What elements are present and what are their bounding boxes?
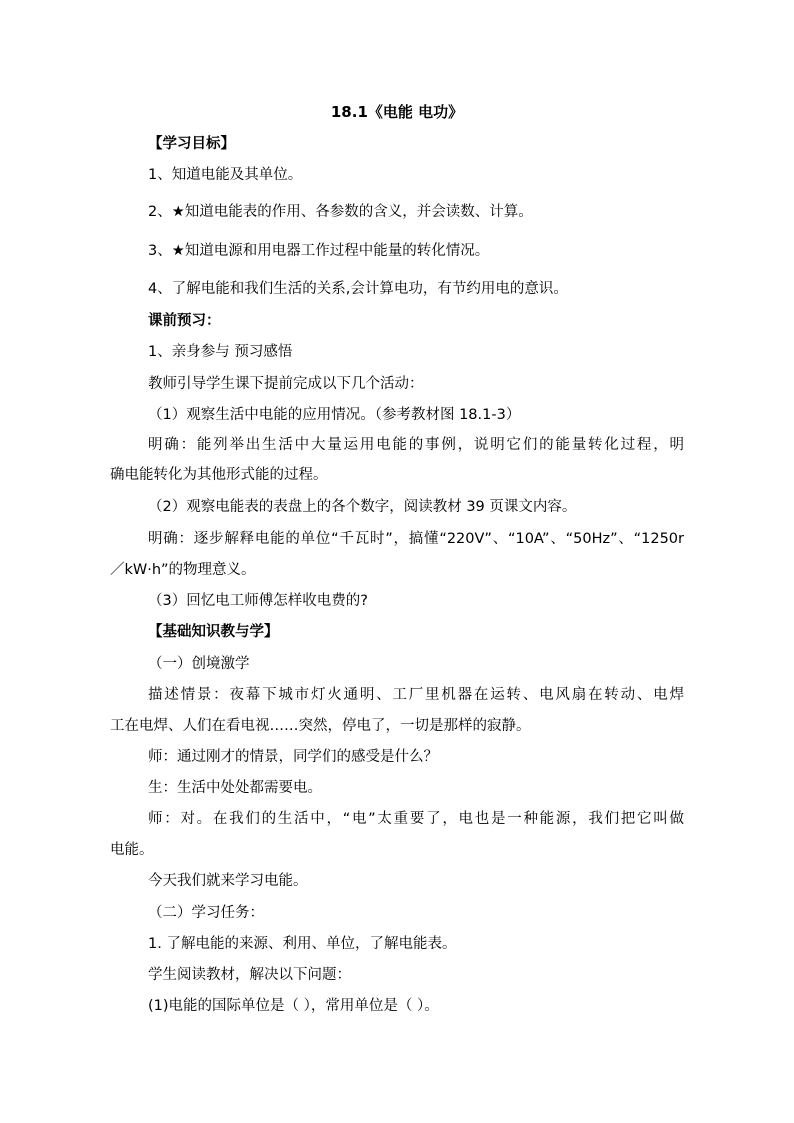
preview-heading: 课前预习： [148, 313, 221, 329]
teaching-line: 学生阅读教材，解决以下问题： [148, 967, 351, 983]
goal-item-3: 3、★知道电源和用电器工作过程中能量的转化情况。 [148, 243, 490, 259]
preview-line: 1、亲身参与 预习感悟 [148, 344, 293, 360]
goal-item-1: 1、知道电能及其单位。 [148, 167, 303, 183]
teaching-line: 生：生活中处处都需要电。 [148, 780, 322, 796]
teaching-line: 工在电焊、人们在看电视……突然，停电了，一切是那样的寂静。 [110, 718, 531, 734]
preview-line: ／kW·h”的物理意义。 [110, 562, 256, 578]
teaching-line: 描述情景：夜幕下城市灯火通明、工厂里机器在运转、电风扇在转动、电焊 [148, 687, 684, 703]
teaching-line: 师：通过刚才的情景，同学们的感受是什么？ [148, 749, 438, 765]
preview-line: 明确：逐步解释电能的单位“千瓦时”，搞懂“220V”、“10A”、“50Hz”、“1250r [148, 531, 684, 547]
teaching-line: 师：对。在我们的生活中，“电”太重要了，电也是一种能源，我们把它叫做 [148, 811, 684, 827]
teaching-line: 1. 了解电能的来源、利用、单位，了解电能表。 [148, 936, 457, 952]
preview-line: 明确：能列举出生活中大量运用电能的事例，说明它们的能量转化过程，明 [148, 437, 684, 453]
preview-line: （1）观察生活中电能的应用情况。（参考教材图 18.1-3） [148, 407, 521, 423]
teaching-line: （二）学习任务： [148, 905, 264, 921]
preview-line: 确电能转化为其他形式能的过程。 [110, 467, 328, 483]
teaching-line: (1)电能的国际单位是（ ），常用单位是（ ）。 [148, 998, 439, 1014]
goal-item-4: 4、了解电能和我们生活的关系,会计算电功，有节约用电的意识。 [148, 281, 568, 297]
goal-item-2: 2、★知道电能表的作用、各参数的含义，并会读数、计算。 [148, 204, 533, 220]
teaching-line: （一）创境激学 [148, 656, 250, 672]
preview-line: （2）观察电能表的表盘上的各个数字，阅读教材 39 页课文内容。 [148, 499, 577, 515]
teaching-heading: 【基础知识教与学】 [148, 624, 279, 640]
teaching-line: 电能。 [110, 842, 154, 858]
page-title: 18.1《电能 电功》 [330, 103, 464, 121]
teaching-line: 今天我们就来学习电能。 [148, 873, 308, 889]
goals-heading: 【学习目标】 [148, 136, 235, 152]
preview-line: 教师引导学生课下提前完成以下几个活动： [148, 376, 424, 392]
preview-line: （3）回忆电工师傅怎样收电费的? [148, 593, 368, 609]
